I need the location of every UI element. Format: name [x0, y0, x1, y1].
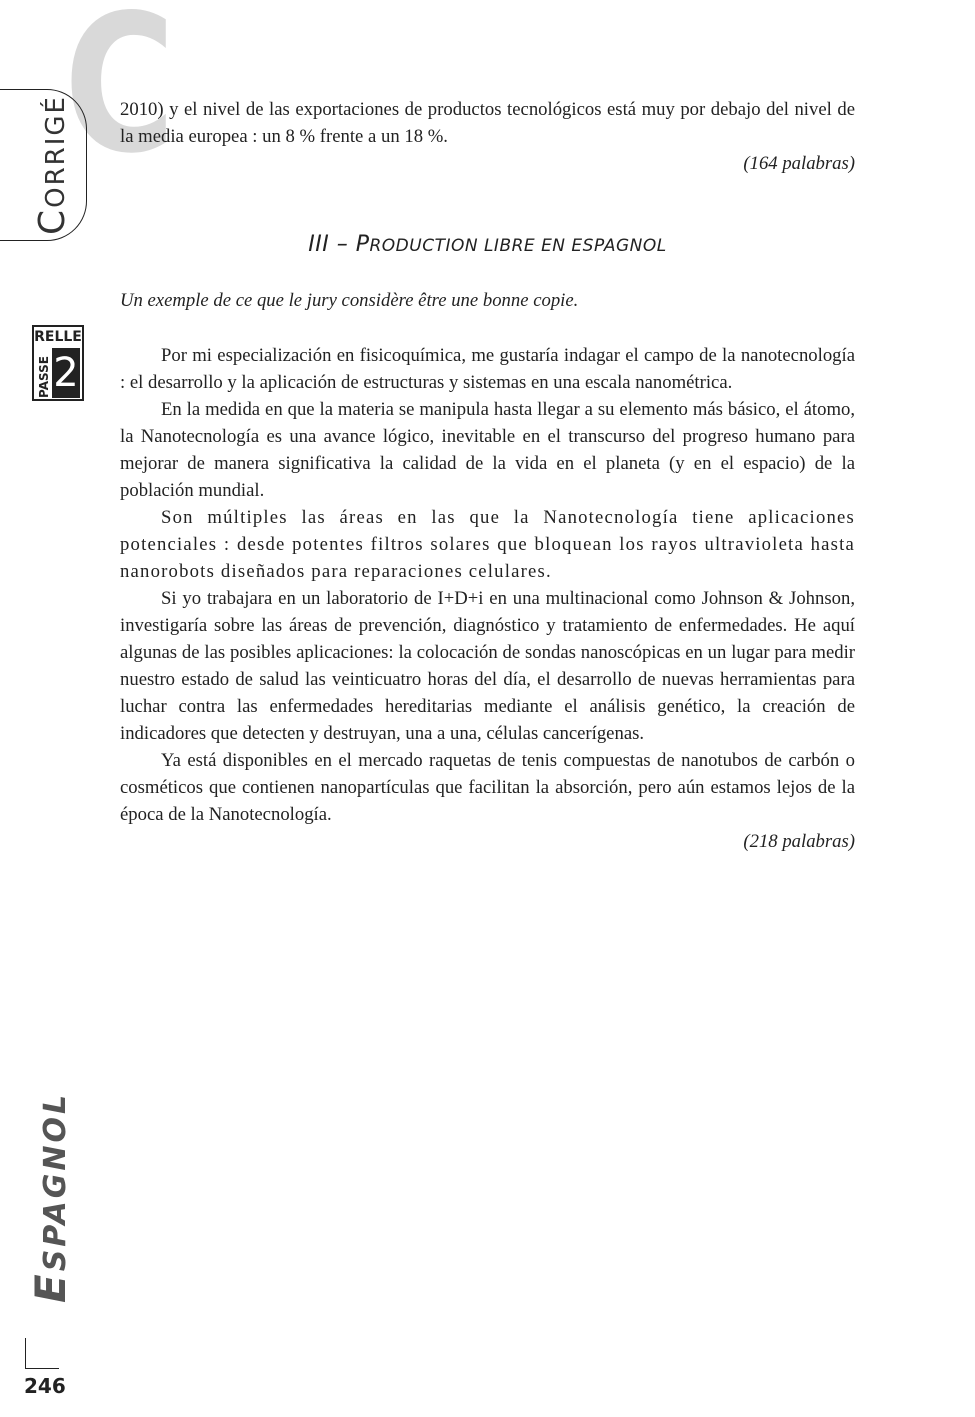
- essay-paragraph: En la medida en que la materia se manipula hasta llegar a su elemento más básico, el átomo, la Nanotecnología es una avance lógico, inevitable en el transcurso del progreso humano para mejorar de manera significativa la calidad de la vida en el planeta (y en el espacio) de la población mundial.: [120, 399, 855, 501]
- section-title: III – PRODUCTION LIBRE EN ESPAGNOL: [308, 232, 667, 257]
- top-word-count: (164 palabras): [743, 153, 855, 174]
- page-corner-mark: [25, 1338, 59, 1369]
- essay-paragraph: Son múltiples las áreas en las que la Nanotecnología tiene aplicaciones potenciales : desde potentes filtros solares que bloquean los rayos ultravioleta hasta nanorobots diseñados para reparaciones celulares.: [120, 507, 855, 582]
- top-paragraph: 2010) y el nivel de las exportaciones de productos tecnológicos está muy por debajo del nivel de la media europea : un 8 % frente a un 18 %.: [120, 99, 855, 147]
- badge-top-text: RELLE: [34, 329, 82, 345]
- essay-paragraph: Ya está disponibles en el mercado raquetas de tenis compuestas de nanotubos de carbón o cosméticos que contienen nanopartículas que facilitan la absorción, pero aún estamos lejos de la época de la Nanotecnología.: [120, 750, 855, 825]
- page-number: 246: [24, 1374, 66, 1398]
- previous-section-end: [120, 96, 855, 177]
- essay-paragraph: Si yo trabajara en un laboratorio de I+D+i en una multinacional como Johnson & Johnson, investigaría sobre las áreas de prevención, diagnóstico y tratamiento de enfermedades. He aquí algunas de las posibles aplicaciones: la colocación de sondas nanoscópicas en un lugar para medir nuestro estado de salud las veinticuatro horas del día, el desarrollo de nuevas herramientas para luchar contra las enfermedades hereditarias mediante el análisis genético, la creación de indicadores que detecten y destruyan, una a una, células cancerígenas.: [120, 588, 855, 744]
- essay-body: [120, 342, 855, 855]
- essay-paragraph: Por mi especialización en fisicoquímica, me gustaría indagar el campo de la nanotecnología : el desarrollo y la aplicación de estructuras y sistemas en una escala nanométrica.: [120, 345, 855, 393]
- corrige-side-label: CORRIGÉ: [32, 95, 73, 235]
- badge-side-text: PASSE: [37, 356, 51, 398]
- section-intro: Un exemple de ce que le jury considère être une bonne copie.: [120, 290, 579, 311]
- passerelle-2-badge: [32, 325, 84, 401]
- espagnol-side-label: ESPAGNOL: [26, 1091, 75, 1303]
- corrige-watermark-letter: C: [63, 0, 176, 195]
- essay-word-count: (218 palabras): [743, 831, 855, 852]
- badge-number: 2: [53, 350, 79, 396]
